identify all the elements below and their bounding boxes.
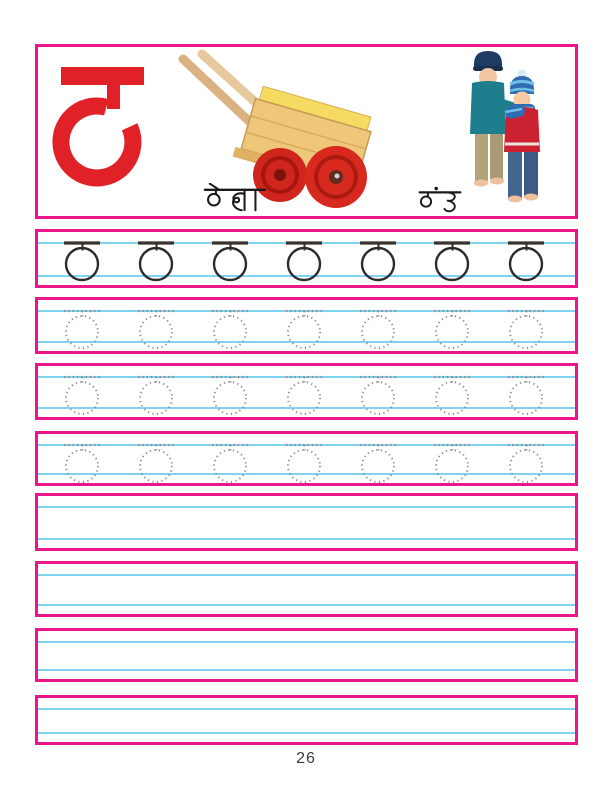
trace-letter-tha-solid: [503, 240, 551, 282]
main-letter-tha-glyph: [52, 62, 148, 192]
page-number: 26: [296, 750, 316, 767]
trace-letter-tha-dotted: [429, 308, 477, 350]
header-card: [35, 44, 578, 219]
practice-row-blank: [35, 628, 578, 682]
practice-row-blank: [35, 561, 578, 617]
word-thela-glyph: [195, 183, 275, 213]
trace-letter-tha-dotted: [355, 374, 403, 416]
trace-letter-tha-dotted: [133, 308, 181, 350]
trace-letter-tha-solid: [207, 240, 255, 282]
trace-letter-tha-dotted: [429, 442, 477, 484]
main-letter-tha: [52, 62, 148, 192]
word-label-thand: [411, 186, 471, 214]
trace-letter-tha-dotted: [355, 308, 403, 350]
trace-letter-tha-dotted: [59, 442, 107, 484]
trace-letter-tha-solid: [281, 240, 329, 282]
trace-letter-tha-dotted: [503, 442, 551, 484]
trace-letter-tha-dotted: [59, 374, 107, 416]
trace-letter-tha-dotted: [133, 442, 181, 484]
trace-letter-tha-dotted: [503, 374, 551, 416]
trace-letter-tha-dotted: [281, 442, 329, 484]
word-thand-glyph: [411, 186, 469, 214]
trace-letter-tha-dotted: [59, 308, 107, 350]
practice-row-dotted: [35, 363, 578, 420]
word-label-thela: [195, 183, 275, 213]
trace-letter-tha-dotted: [207, 442, 255, 484]
trace-letter-tha-dotted: [207, 374, 255, 416]
trace-letter-tha-dotted: [503, 308, 551, 350]
trace-letter-tha-solid: [59, 240, 107, 282]
practice-row-blank: [35, 695, 578, 745]
trace-letter-tha-dotted: [281, 374, 329, 416]
trace-letter-tha-solid: [133, 240, 181, 282]
trace-letter-tha-dotted: [429, 374, 477, 416]
practice-row-dotted: [35, 431, 578, 486]
practice-row-blank: [35, 493, 578, 551]
trace-letter-tha-solid: [355, 240, 403, 282]
trace-letter-tha-dotted: [133, 374, 181, 416]
practice-row-solid: [35, 229, 578, 288]
practice-row-dotted: [35, 297, 578, 354]
trace-letter-tha-dotted: [281, 308, 329, 350]
trace-letter-tha-dotted: [355, 442, 403, 484]
trace-letter-tha-solid: [429, 240, 477, 282]
trace-letter-tha-dotted: [207, 308, 255, 350]
